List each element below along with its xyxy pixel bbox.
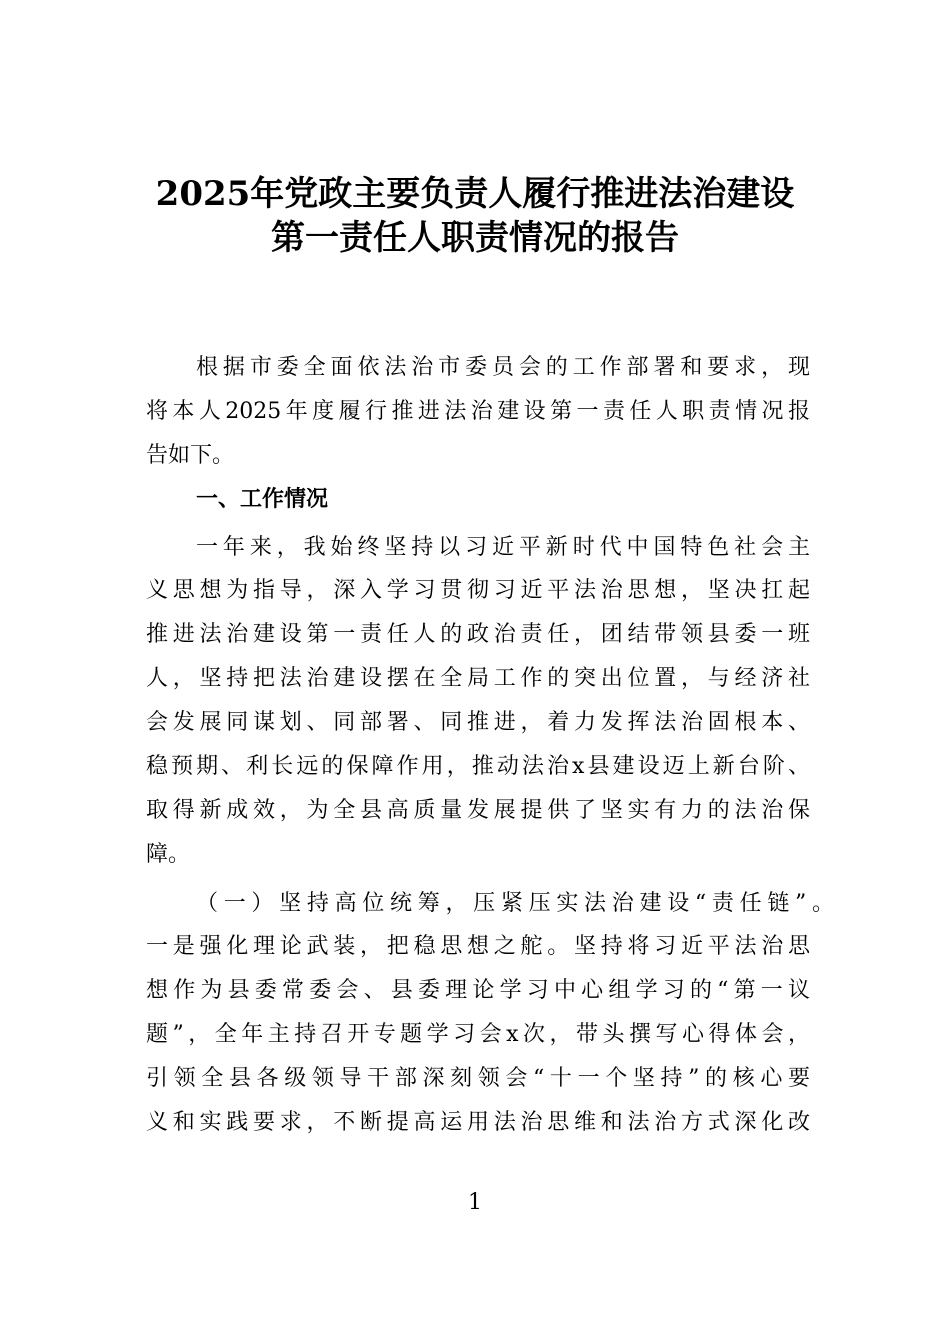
paragraph-line-8: 障。 [146,842,191,867]
intro-line-3: 告如下。 [146,443,235,468]
intro-line-2: 将本人2025年度履行推进法治建设第一责任人职责情况报 [146,399,810,424]
paragraph-line-6: 稳预期、利长远的保障作用，推动法治x县建设迈上新台阶、 [146,754,810,779]
document-title-line-2: 第一责任人职责情况的报告 [271,218,679,258]
subsection-line-2: 一是强化理论武装，把稳思想之舵。坚持将习近平法治思 [146,934,810,959]
subsection-line-3: 想作为县委常委会、县委理论学习中心组学习的“第一议 [146,978,810,1003]
page-number: 1 [468,1190,482,1215]
subsection-line-4: 题”，全年主持召开专题学习会x次，带头撰写心得体会， [146,1022,810,1047]
paragraph-line-1: 一年来，我始终坚持以习近平新时代中国特色社会主 [196,535,810,560]
paragraph-line-3: 推进法治建设第一责任人的政治责任，团结带领县委一班 [146,622,810,647]
paragraph-line-5: 会发展同谋划、同部署、同推进，着力发挥法治固根本、 [146,710,810,735]
intro-line-1: 根据市委全面依法治市委员会的工作部署和要求，现 [196,355,810,380]
section-heading: 一、工作情况 [196,487,329,512]
document-title-line-1: 2025年党政主要负责人履行推进法治建设 [155,174,795,214]
paragraph-line-4: 人，坚持把法治建设摆在全局工作的突出位置，与经济社 [146,666,810,691]
subsection-line-1: （一）坚持高位统筹，压紧压实法治建设“责任链”。 [196,891,834,916]
subsection-line-5: 引领全县各级领导干部深刻领会“十一个坚持”的核心要 [146,1066,810,1091]
paragraph-line-7: 取得新成效，为全县高质量发展提供了坚实有力的法治保 [146,798,810,823]
subsection-line-6: 义和实践要求，不断提高运用法治思维和法治方式深化改 [146,1110,810,1135]
paragraph-line-2: 义思想为指导，深入学习贯彻习近平法治思想，坚决扛起 [146,578,810,603]
